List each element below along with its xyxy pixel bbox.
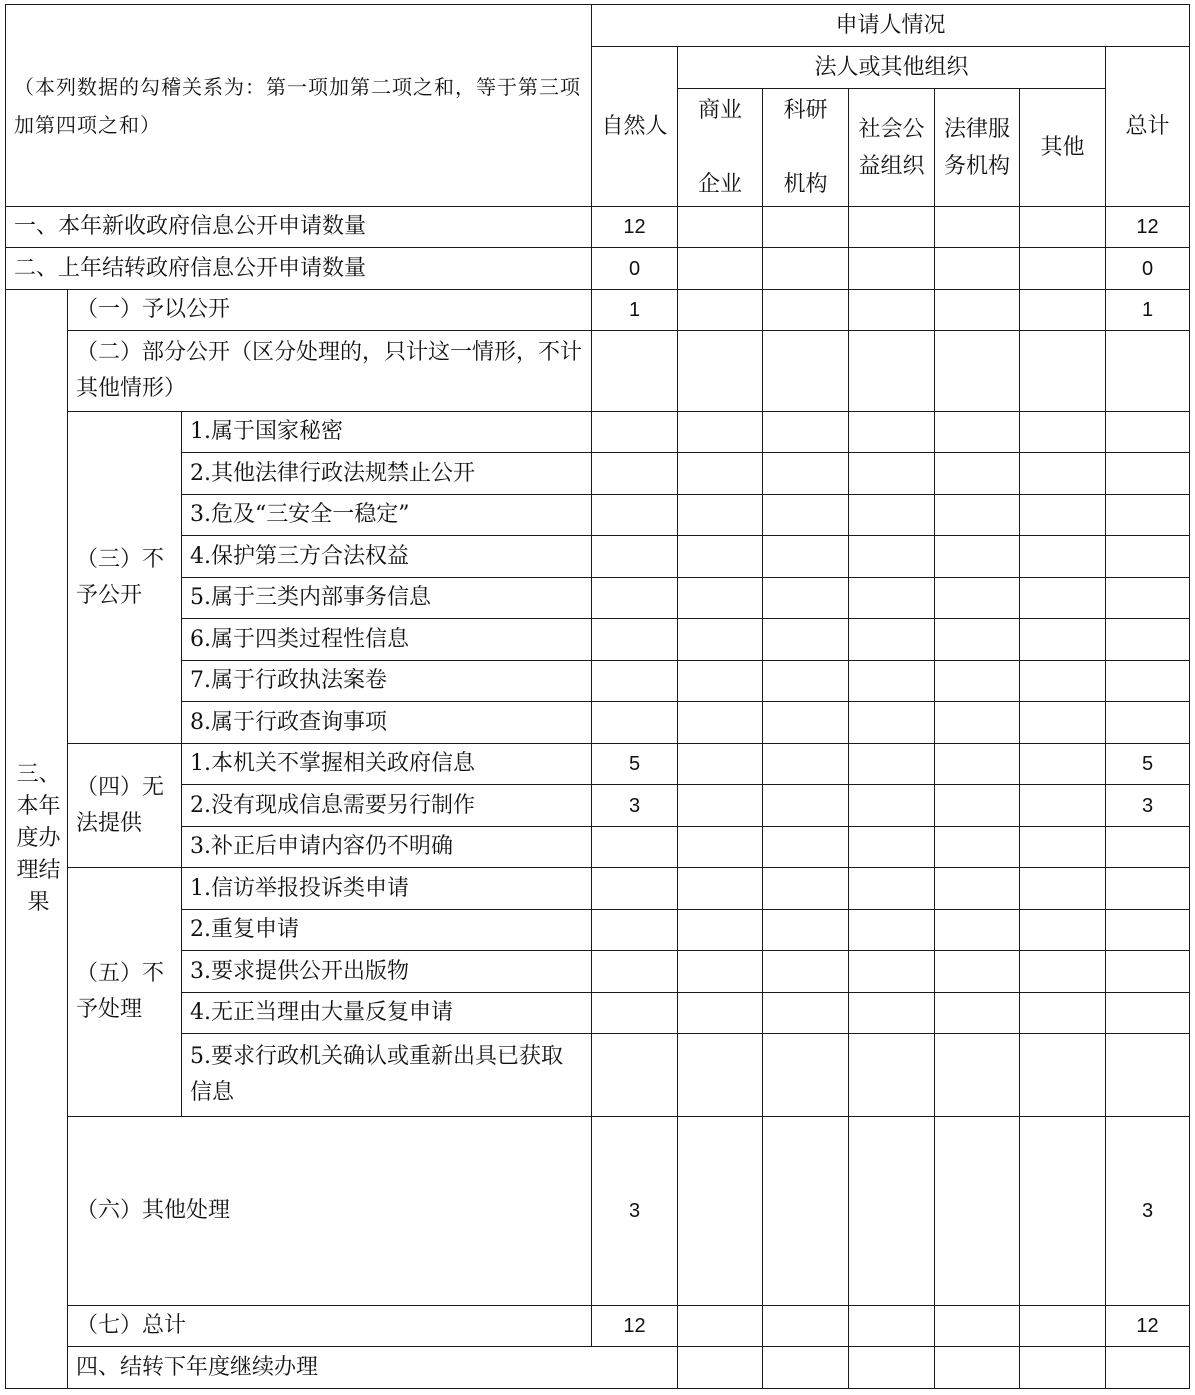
cell-total: 3 xyxy=(1106,1117,1190,1306)
table-row xyxy=(6,951,1190,993)
header-research-institution: 科研 机构 xyxy=(763,89,849,207)
table-row xyxy=(6,619,1190,661)
cell-natural: 3 xyxy=(592,1117,678,1306)
row-label: （二）部分公开（区分处理的，只计这一情形，不计其他情形） xyxy=(68,331,592,412)
table-row xyxy=(6,1034,1190,1117)
row-label: 3.危及“三安全一稳定” xyxy=(182,495,592,536)
table-row xyxy=(6,661,1190,702)
table-row xyxy=(6,453,1190,495)
row-label: 3.要求提供公开出版物 xyxy=(182,951,592,993)
cell-natural: 3 xyxy=(592,785,678,827)
cell-total: 1 xyxy=(1106,290,1190,331)
row-label: 一、本年新收政府信息公开申请数量 xyxy=(6,207,592,248)
header-total: 总计 xyxy=(1106,47,1190,207)
row-label: 4.保护第三方合法权益 xyxy=(182,536,592,578)
table-row xyxy=(6,1347,1190,1389)
table-row xyxy=(6,290,1190,331)
row-label: 5.属于三类内部事务信息 xyxy=(182,578,592,619)
header-legal-or-other: 法人或其他组织 xyxy=(678,47,1106,89)
row-label: 2.重复申请 xyxy=(182,910,592,951)
row-label: 4.无正当理由大量反复申请 xyxy=(182,993,592,1034)
row-label: 6.属于四类过程性信息 xyxy=(182,619,592,661)
header-note: （本列数据的勾稽关系为：第一项加第二项之和，等于第三项加第四项之和） xyxy=(6,5,592,207)
row-label: 8.属于行政查询事项 xyxy=(182,702,592,744)
table-row xyxy=(6,1117,1190,1306)
cell-natural xyxy=(592,827,678,868)
cell-natural: 12 xyxy=(592,207,678,248)
row-label: 3.补正后申请内容仍不明确 xyxy=(182,827,592,868)
table-row xyxy=(6,1306,1190,1347)
cell-natural: 12 xyxy=(592,1306,678,1347)
group-label-cannot-provide: （四）无法提供 xyxy=(68,744,182,868)
table-row xyxy=(6,412,1190,453)
table-row xyxy=(6,702,1190,744)
table-row xyxy=(6,248,1190,290)
table-row xyxy=(6,910,1190,951)
government-info-disclosure-table xyxy=(5,4,1190,1389)
row-label: （七）总计 xyxy=(68,1306,592,1347)
table-row xyxy=(6,785,1190,827)
table-row xyxy=(6,868,1190,910)
table-row xyxy=(6,578,1190,619)
cell-natural: 5 xyxy=(592,744,678,785)
row-label: 2.没有现成信息需要另行制作 xyxy=(182,785,592,827)
row-label: （六）其他处理 xyxy=(68,1117,592,1306)
table-row xyxy=(6,331,1190,412)
row-label: （一）予以公开 xyxy=(68,290,592,331)
table-row xyxy=(6,827,1190,868)
table-row xyxy=(6,536,1190,578)
row-label: 二、上年结转政府信息公开申请数量 xyxy=(6,248,592,290)
cell-total: 3 xyxy=(1106,785,1190,827)
cell-natural: 1 xyxy=(592,290,678,331)
table-row xyxy=(6,207,1190,248)
table-row xyxy=(6,744,1190,785)
row-label: 1.本机关不掌握相关政府信息 xyxy=(182,744,592,785)
section3-label: 三、本年度办理结果 xyxy=(6,290,68,1389)
table-row xyxy=(6,495,1190,536)
cell-total: 0 xyxy=(1106,248,1190,290)
row-label: 2.其他法律行政法规禁止公开 xyxy=(182,453,592,495)
group-label-not-disclosed: （三）不予公开 xyxy=(68,412,182,744)
cell-total: 12 xyxy=(1106,1306,1190,1347)
header-other: 其他 xyxy=(1020,89,1106,207)
header-legal-service-org: 法律服务机构 xyxy=(935,89,1020,207)
cell-total: 12 xyxy=(1106,207,1190,248)
row-label: 1.属于国家秘密 xyxy=(182,412,592,453)
row-label: 7.属于行政执法案卷 xyxy=(182,661,592,702)
header-applicant-situation: 申请人情况 xyxy=(592,5,1190,47)
table-row xyxy=(6,993,1190,1034)
row-label: 5.要求行政机关确认或重新出具已获取信息 xyxy=(182,1034,592,1117)
group-label-not-processed: （五）不予处理 xyxy=(68,868,182,1117)
cell-natural: 0 xyxy=(592,248,678,290)
header-business-enterprise: 商业 企业 xyxy=(678,89,763,207)
header-natural-person: 自然人 xyxy=(592,47,678,207)
row-label: 1.信访举报投诉类申请 xyxy=(182,868,592,910)
row-label: 四、结转下年度继续办理 xyxy=(68,1347,678,1389)
cell-total: 5 xyxy=(1106,744,1190,785)
header-social-welfare-org: 社会公益组织 xyxy=(849,89,935,207)
cell-total xyxy=(1106,827,1190,868)
